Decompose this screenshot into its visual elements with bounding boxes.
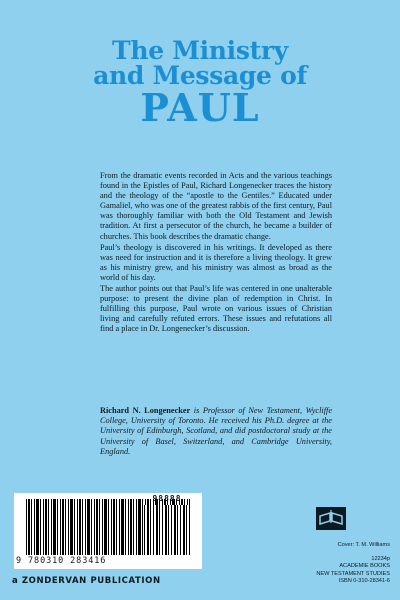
- isbn: ISBN 0-310-28341-6: [338, 577, 390, 584]
- category: NEW TESTAMENT STUDIES: [316, 570, 390, 577]
- author-bio-text: is Professor of New Testament, Wycliffe College, University of Toronto. He received his Ph.D. degree at the University of Edinburgh, Scotland, and did postdoctoral study at the University of Basel, Switzerland, and Cambridge University, England.: [100, 406, 332, 456]
- price-code: 98888: [152, 494, 182, 503]
- open-book-icon: [316, 507, 346, 530]
- title-line-1: The Ministry: [112, 36, 288, 65]
- author-name: Richard N. Longenecker: [100, 406, 191, 415]
- barcode-digits: 9 780310 283416: [16, 556, 107, 566]
- title-line-2: and Message of: [93, 61, 307, 90]
- publisher-line: a ZONDERVAN PUBLICATION: [12, 576, 161, 586]
- description-paragraph-2: Paul’s theology is discovered in his writings. It developed as there was need for instruction and it is therefore a living theology. It grew as his ministry grew, and his ministry was almost as broad as the world of his day.: [100, 242, 332, 282]
- cover-credit: Cover: T. M. Williams: [337, 542, 390, 548]
- price-barcode-bars: [144, 505, 190, 555]
- catalog-code: 12234p: [371, 556, 390, 563]
- title-block: [0, 38, 400, 128]
- catalog-info: [262, 542, 390, 585]
- open-book-logo-icon: [316, 507, 346, 530]
- imprint: ACADEMIE BOOKS: [339, 563, 390, 570]
- description-paragraph-1: From the dramatic events recorded in Acts and the various teachings found in the Epistles of Paul, Richard Longenecker traces the history and the theology of the “apostle to the Gentiles.” Educated under Gamaliel, who was one of the greatest rabbis of the first century, Paul was thoroughly familiar with both the Old Testament and Jewish tradition. At first a persecutor of the church, he became a builder of churches. This book describes the dramatic change.: [100, 171, 332, 241]
- description: [100, 171, 332, 335]
- author-bio: [100, 406, 332, 457]
- description-paragraph-3: The author points out that Paul’s life was centered in one unalterable purpose: to present the divine plan of redemption in Christ. In fulfilling this purpose, Paul wrote on various issues of Christian living and carefully refuted errors. These issues and refutations all find a place in Dr. Longenecker’s discussion.: [100, 284, 332, 334]
- title-paul: PAUL: [140, 85, 260, 130]
- barcode: [14, 493, 202, 569]
